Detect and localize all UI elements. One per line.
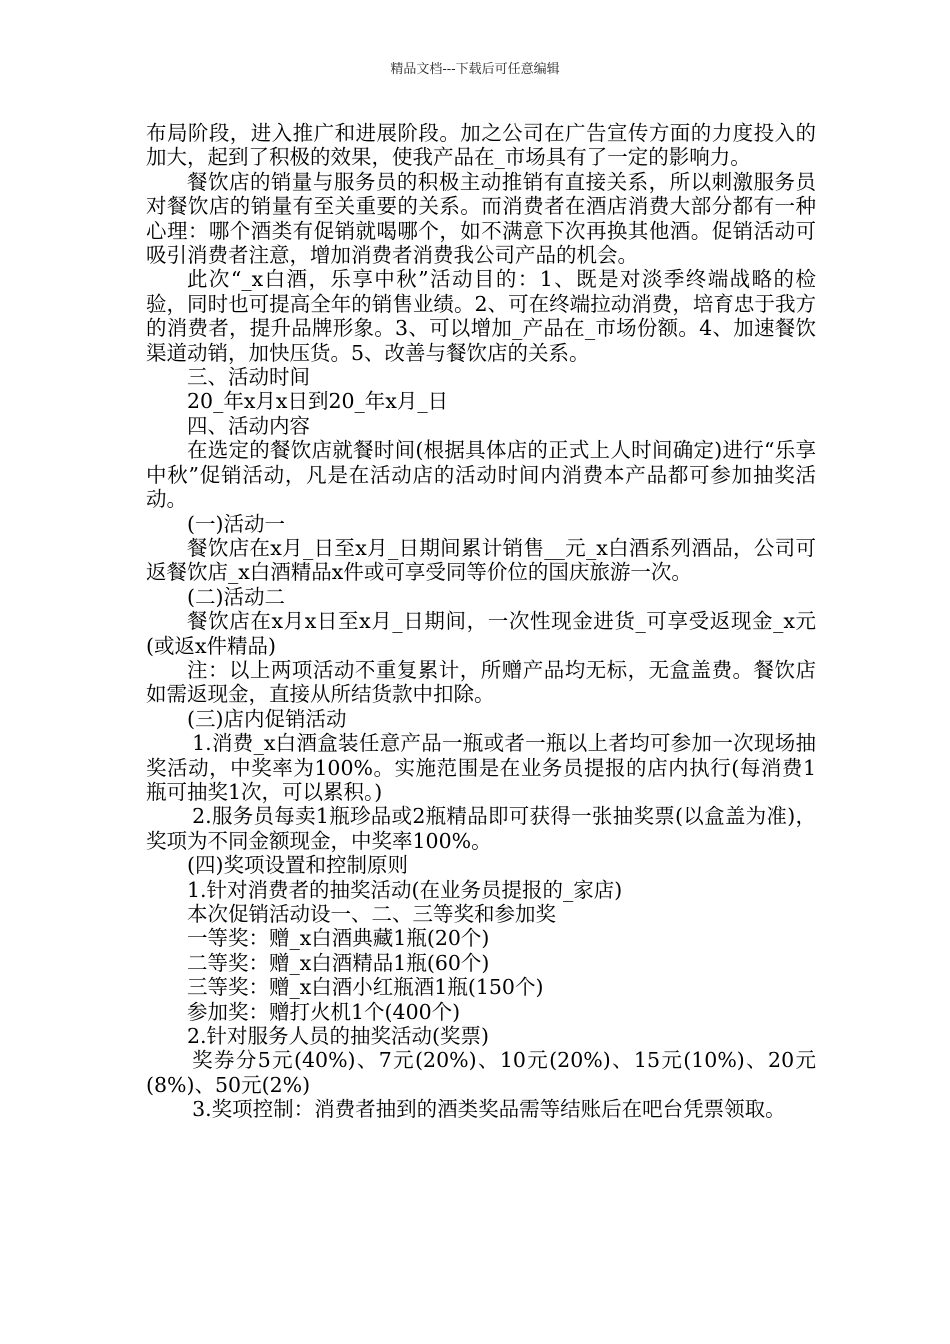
paragraph: 20_年x月x日到20_年x月_日 xyxy=(187,389,449,414)
paragraph: 注：以上两项活动不重复累计，所赠产品均无标，无盒盖费。餐饮店如需返现金，直接从所结货款中扣除。 xyxy=(146,657,816,707)
section-heading: 三、活动时间 xyxy=(187,365,310,390)
list-item: 二等奖：赠_x白酒精品1瓶(60个) xyxy=(187,950,490,975)
list-item: 三等奖：赠_x白酒小红瓶酒1瓶(150个) xyxy=(187,975,544,1000)
paragraph: 餐饮店的销量与服务员的积极主动推销有直接关系，所以刺激服务员对餐饮店的销量有至关重要的关系。而消费者在酒店消费大部分都有一种心理：哪个酒类有促销就喝哪个，如不满意下次再换其他酒。促销活动可吸引消费者注意，增加消费者消费我公司产品的机会。 xyxy=(146,169,816,268)
paragraph: 在选定的餐饮店就餐时间(根据具体店的正式上人时间确定)进行“乐享中秋”促销活动，凡是在活动店的活动时间内消费本产品都可参加抽奖活动。 xyxy=(146,438,816,512)
paragraph: 餐饮店在x月_日至x月_日期间累计销售__元_x白酒系列酒品，公司可返餐饮店_x白酒精品x件或可享受同等价位的国庆旅游一次。 xyxy=(146,535,816,585)
list-item: 一等奖：赠_x白酒典藏1瓶(20个) xyxy=(187,926,490,951)
subsection-heading: (一)活动一 xyxy=(187,511,285,536)
paragraph: 1.消费_x白酒盒装任意产品一瓶或者一瓶以上者均可参加一次现场抽奖活动，中奖率为100%。实施范围是在业务员提报的店内执行(每消费1瓶可抽奖1次，可以累积。) xyxy=(146,731,816,804)
list-item: 参加奖：赠打火机1个(400个) xyxy=(187,999,461,1024)
subsection-heading: (三)店内促销活动 xyxy=(187,706,347,731)
document-body xyxy=(146,121,816,1122)
paragraph: 本次促销活动设一、二、三等奖和参加奖 xyxy=(187,902,556,926)
paragraph: 餐饮店在x月x日至x月_日期间，一次性现金进货_可享受返现金_x元(或返x件精品) xyxy=(146,609,816,658)
paragraph: 此次“_x白酒，乐享中秋”活动目的：1、既是对淡季终端战略的检验，同时也可提高全年的销售业绩。2、可在终端拉动消费，培育忠于我方的消费者，提升品牌形象。3、可以增加_产品在_市场份额。4、加速餐饮渠道动销，加快压货。5、改善与餐饮店的关系。 xyxy=(146,267,816,365)
subsection-heading: (四)奖项设置和控制原则 xyxy=(187,853,408,878)
section-heading: 四、活动内容 xyxy=(187,413,310,438)
page-header: 精品文档---下载后可任意编辑 xyxy=(390,62,560,77)
paragraph: 1.针对消费者的抽奖活动(在业务员提报的_家店) xyxy=(187,877,623,902)
paragraph: 3.奖项控制：消费者抽到的酒类奖品需等结账后在吧台凭票领取。 xyxy=(192,1097,786,1122)
paragraph: 2.服务员每卖1瓶珍品或2瓶精品即可获得一张抽奖票(以盒盖为准)，奖项为不同金额现金，中奖率100%。 xyxy=(146,804,816,853)
subsection-heading: (二)活动二 xyxy=(187,584,285,609)
paragraph: 2.针对服务人员的抽奖活动(奖票) xyxy=(187,1024,490,1049)
paragraph: 奖券分5元(40%)、7元(20%)、10元(20%)、15元(10%)、20元(8%)、50元(2%) xyxy=(146,1048,816,1097)
paragraph: 布局阶段，进入推广和进展阶段。加之公司在广告宣传方面的力度投入的加大，起到了积极的效果，使我产品在_市场具有了一定的影响力。 xyxy=(146,121,816,170)
